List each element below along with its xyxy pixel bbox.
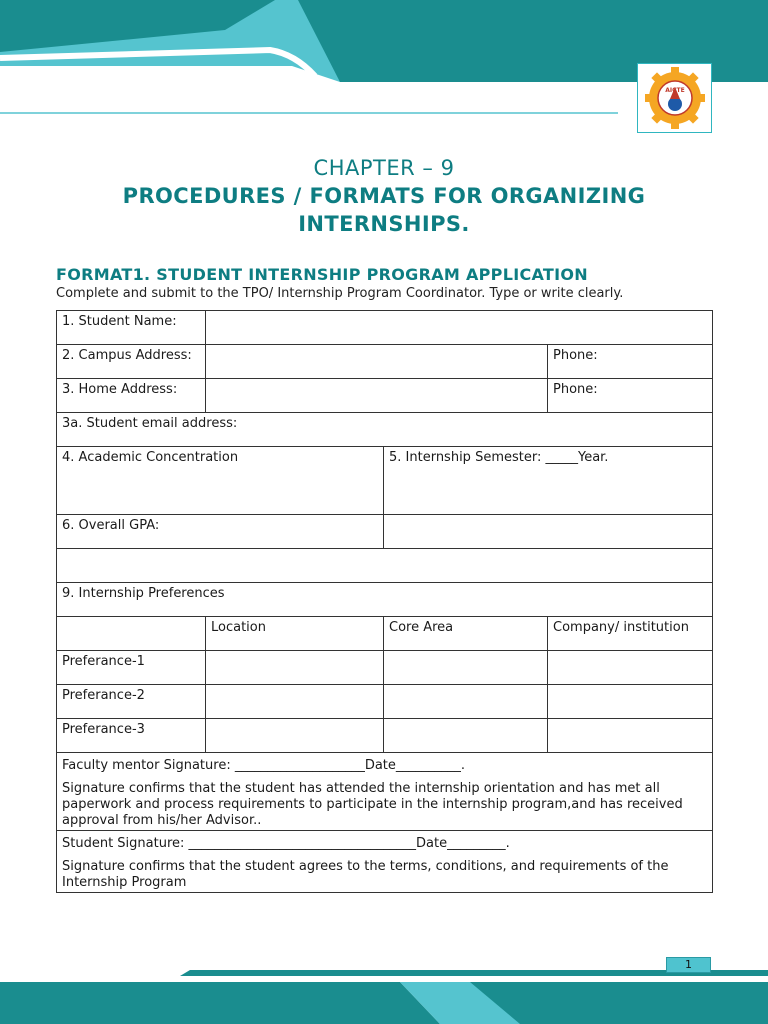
preference-3-core-area-field[interactable]: [384, 719, 548, 753]
aicte-gear-icon: [643, 67, 707, 129]
student-name-field[interactable]: [206, 311, 713, 345]
campus-phone-field[interactable]: Phone:: [548, 345, 713, 379]
aicte-logo: [637, 63, 712, 133]
preference-2-company-field[interactable]: [548, 685, 713, 719]
academic-concentration-field[interactable]: 4. Academic Concentration: [57, 447, 384, 515]
chapter-title-line1: PROCEDURES / FORMATS FOR ORGANIZING: [122, 184, 646, 208]
preference-label: Preferance-2: [57, 685, 206, 719]
application-form: [56, 310, 713, 893]
preference-1-location-field[interactable]: [206, 651, 384, 685]
preference-1-company-field[interactable]: [548, 651, 713, 685]
student-signature-line[interactable]: Student Signature: ___________________________________Date_________.: [62, 836, 510, 851]
campus-address-field[interactable]: [206, 345, 548, 379]
form-row-gpa: [57, 515, 713, 549]
pref-header-location: Location: [206, 617, 384, 651]
preference-row-1: [57, 651, 713, 685]
preferences-header-row: [57, 617, 713, 651]
form-row-student-name: [57, 311, 713, 345]
home-address-field[interactable]: [206, 379, 548, 413]
blank-field[interactable]: [57, 549, 713, 583]
email-field[interactable]: 3a. Student email address:: [57, 413, 713, 447]
form-row-home-address: [57, 379, 713, 413]
home-phone-field[interactable]: Phone:: [548, 379, 713, 413]
form-row-campus-address: [57, 345, 713, 379]
bottom-banner: [0, 960, 768, 1024]
form-row-preferences-title: [57, 583, 713, 617]
format-title: FORMAT1. STUDENT INTERNSHIP PROGRAM APPLICATION: [56, 265, 588, 284]
overall-gpa-field[interactable]: 6. Overall GPA:: [57, 515, 384, 549]
form-row-faculty-signature: [57, 753, 713, 831]
campus-address-label: 2. Campus Address:: [57, 345, 206, 379]
preference-row-2: [57, 685, 713, 719]
svg-text:AICTE: AICTE: [664, 87, 685, 94]
form-row-email: [57, 413, 713, 447]
internship-preferences-title: 9. Internship Preferences: [57, 583, 713, 617]
preference-label: Preferance-3: [57, 719, 206, 753]
preference-row-3: [57, 719, 713, 753]
preference-2-location-field[interactable]: [206, 685, 384, 719]
preference-label: Preferance-1: [57, 651, 206, 685]
preferences-header-blank: [57, 617, 206, 651]
chapter-title-line2: INTERNSHIPS.: [298, 212, 470, 236]
form-row-blank: [57, 549, 713, 583]
bottom-banner-dark-wedge: [470, 982, 768, 1024]
pref-header-company: Company/ institution: [548, 617, 713, 651]
faculty-signature-note: Signature confirms that the student has attended the internship orientation and has met all paperwork and process requirements to participate in the internship program,and has received approval from his/her Advisor..: [62, 781, 683, 828]
preference-1-core-area-field[interactable]: [384, 651, 548, 685]
student-signature-note: Signature confirms that the student agrees to the terms, conditions, and requirements of the Internship Program: [62, 859, 669, 890]
home-address-label: 3. Home Address:: [57, 379, 206, 413]
preference-3-company-field[interactable]: [548, 719, 713, 753]
form-instructions: Complete and submit to the TPO/ Internship Program Coordinator. Type or write clearly.: [56, 286, 624, 301]
faculty-signature-section[interactable]: [57, 753, 713, 831]
bottom-banner-dark-band: [0, 982, 440, 1024]
chapter-number: CHAPTER – 9: [313, 156, 455, 180]
faculty-signature-line[interactable]: Faculty mentor Signature: ____________________Date__________.: [62, 758, 466, 773]
form-row-student-signature: [57, 831, 713, 893]
gpa-extra-field[interactable]: [384, 515, 713, 549]
student-signature-section[interactable]: [57, 831, 713, 893]
internship-semester-field[interactable]: 5. Internship Semester: _____Year.: [384, 447, 713, 515]
preference-3-location-field[interactable]: [206, 719, 384, 753]
form-row-academic: [57, 447, 713, 515]
preference-2-core-area-field[interactable]: [384, 685, 548, 719]
page-number: 1: [666, 957, 711, 973]
pref-header-core-area: Core Area: [384, 617, 548, 651]
student-name-label: 1. Student Name:: [57, 311, 206, 345]
